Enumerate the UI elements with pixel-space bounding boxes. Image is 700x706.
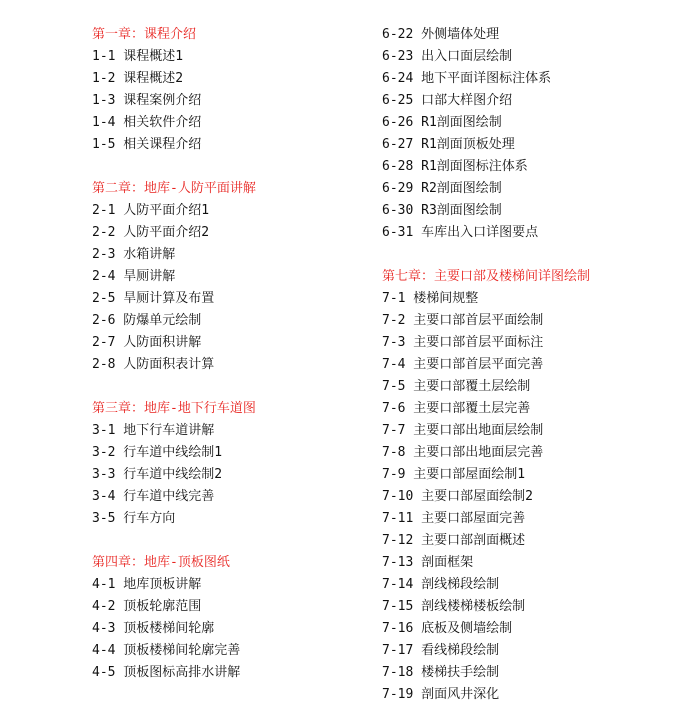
lesson-item: 7-5 主要口部覆土层绘制	[382, 379, 531, 394]
chapter-heading: 第二章：地库-人防平面讲解	[92, 181, 256, 196]
lesson-item: 2-2 人防平面介绍2	[92, 225, 210, 240]
lesson-item: 2-6 防爆单元绘制	[92, 313, 202, 328]
lesson-item: 7-13 剖面框架	[382, 555, 474, 570]
section-spacer	[92, 156, 392, 178]
lesson-item: 7-7 主要口部出地面层绘制	[382, 423, 544, 438]
lesson-item: 7-11 主要口部屋面完善	[382, 511, 526, 526]
lesson-item: 7-17 看线梯段绘制	[382, 643, 500, 658]
syllabus-column-right	[382, 24, 682, 706]
lesson-item: 6-22 外侧墙体处理	[382, 27, 500, 42]
lesson-item: 4-5 顶板图标高排水讲解	[92, 665, 241, 680]
lesson-item: 1-2 课程概述2	[92, 71, 184, 86]
lesson-item: 2-8 人防面积表计算	[92, 357, 215, 372]
lesson-item: 2-7 人防面积讲解	[92, 335, 202, 350]
lesson-item: 1-3 课程案例介绍	[92, 93, 202, 108]
lesson-item: 6-28 R1剖面图标注体系	[382, 159, 528, 174]
lesson-item: 6-23 出入口面层绘制	[382, 49, 513, 64]
lesson-item: 4-3 顶板楼梯间轮廓	[92, 621, 215, 636]
lesson-item: 7-12 主要口部剖面概述	[382, 533, 526, 548]
lesson-item: 3-5 行车方向	[92, 511, 176, 526]
lesson-item: 6-30 R3剖面图绘制	[382, 203, 502, 218]
lesson-item: 6-26 R1剖面图绘制	[382, 115, 502, 130]
chapter-heading: 第四章：地库-顶板图纸	[92, 555, 230, 570]
lesson-item: 7-3 主要口部首层平面标注	[382, 335, 544, 350]
lesson-item: 6-29 R2剖面图绘制	[382, 181, 502, 196]
lesson-item: 4-1 地库顶板讲解	[92, 577, 202, 592]
lesson-item: 7-10 主要口部屋面绘制2	[382, 489, 533, 504]
chapter-heading: 第七章：主要口部及楼梯间详图绘制	[382, 269, 591, 284]
lesson-item: 7-14 剖线梯段绘制	[382, 577, 500, 592]
lesson-item: 7-9 主要口部屋面绘制1	[382, 467, 526, 482]
lesson-item: 1-5 相关课程介绍	[92, 137, 202, 152]
lesson-item: 7-4 主要口部首层平面完善	[382, 357, 544, 372]
lesson-item: 3-4 行车道中线完善	[92, 489, 215, 504]
section-spacer	[382, 244, 682, 266]
lesson-item: 3-1 地下行车道讲解	[92, 423, 215, 438]
lesson-item: 7-15 剖线楼梯楼板绘制	[382, 599, 526, 614]
lesson-item: 6-24 地下平面详图标注体系	[382, 71, 552, 86]
lesson-item: 4-2 顶板轮廓范围	[92, 599, 202, 614]
lesson-item: 2-5 旱厕计算及布置	[92, 291, 215, 306]
chapter-heading: 第一章：课程介绍	[92, 27, 197, 42]
lesson-item: 7-6 主要口部覆土层完善	[382, 401, 531, 416]
lesson-item: 2-4 旱厕讲解	[92, 269, 176, 284]
lesson-item: 1-1 课程概述1	[92, 49, 184, 64]
syllabus-column-left	[92, 24, 392, 684]
lesson-item: 6-27 R1剖面顶板处理	[382, 137, 515, 152]
lesson-item: 3-3 行车道中线绘制2	[92, 467, 223, 482]
lesson-item: 7-16 底板及侧墙绘制	[382, 621, 513, 636]
lesson-item: 7-19 剖面风井深化	[382, 687, 500, 702]
lesson-item: 2-3 水箱讲解	[92, 247, 176, 262]
lesson-item: 7-18 楼梯扶手绘制	[382, 665, 500, 680]
lesson-item: 7-2 主要口部首层平面绘制	[382, 313, 544, 328]
lesson-item: 6-25 口部大样图介绍	[382, 93, 513, 108]
lesson-item: 2-1 人防平面介绍1	[92, 203, 210, 218]
section-spacer	[92, 376, 392, 398]
lesson-item: 3-2 行车道中线绘制1	[92, 445, 223, 460]
section-spacer	[92, 530, 392, 552]
lesson-item: 7-8 主要口部出地面层完善	[382, 445, 544, 460]
lesson-item: 1-4 相关软件介绍	[92, 115, 202, 130]
lesson-item: 7-1 楼梯间规整	[382, 291, 479, 306]
chapter-heading: 第三章：地库-地下行车道图	[92, 401, 256, 416]
lesson-item: 4-4 顶板楼梯间轮廓完善	[92, 643, 241, 658]
lesson-item: 6-31 车库出入口详图要点	[382, 225, 539, 240]
